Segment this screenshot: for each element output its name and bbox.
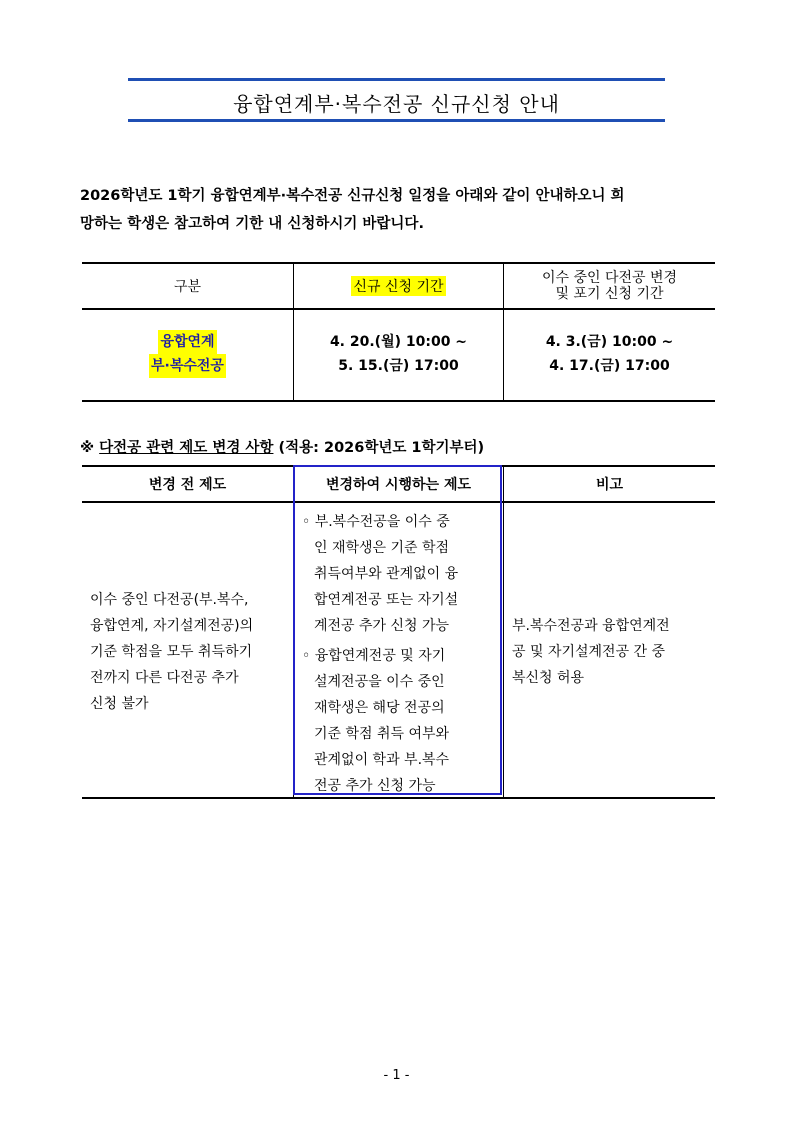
schedule-row-label bbox=[82, 310, 293, 398]
changes-heading-note: (적용: 2026학년도 1학기부터) bbox=[278, 440, 485, 456]
note-text bbox=[512, 613, 712, 691]
after-item2-line: 전공 추가 신청 가능 bbox=[314, 778, 436, 794]
header-before-text: 변경 전 제도 bbox=[148, 477, 227, 493]
header-category-text: 구분 bbox=[173, 279, 202, 295]
after-item1-line: 계전공 추가 신청 가능 bbox=[314, 618, 450, 634]
intro-line-1: 2026학년도 1학기 융합연계부·복수전공 신규신청 일정을 아래와 같이 안내하오니 희 bbox=[80, 188, 625, 204]
change-period-line-2: 4. 17.(금) 17:00 bbox=[549, 358, 670, 374]
schedule-header-change-period bbox=[504, 264, 715, 308]
after-item2-line: 관계없이 학과 부.복수 bbox=[314, 752, 450, 768]
before-line: 이수 중인 다전공(부.복수, bbox=[90, 592, 249, 608]
new-period-line-1: 4. 20.(월) 10:00 ~ bbox=[329, 334, 468, 350]
schedule-table bbox=[82, 262, 715, 402]
before-line: 기준 학점을 모두 취득하기 bbox=[90, 644, 253, 660]
title-bottom-rule bbox=[128, 119, 665, 122]
after-policy-text bbox=[302, 509, 498, 799]
schedule-new-period-value bbox=[294, 310, 503, 398]
schedule-header-category bbox=[82, 264, 293, 308]
after-item1-line: 인 재학생은 기준 학점 bbox=[314, 540, 450, 556]
row-label-line-2: 부·복수전공 bbox=[149, 354, 226, 378]
title-box bbox=[128, 78, 665, 123]
note-line: 복신청 허용 bbox=[512, 670, 585, 686]
intro-paragraph bbox=[80, 182, 720, 238]
changes-heading-text: 다전공 관련 제도 변경 사항 bbox=[99, 440, 274, 456]
before-line: 전까지 다른 다전공 추가 bbox=[90, 670, 239, 686]
after-item1-line: 취득여부와 관계없이 융 bbox=[314, 566, 459, 582]
after-item2-line: 설계전공을 이수 중인 bbox=[314, 674, 445, 690]
intro-line-2: 망하는 학생은 참고하여 기한 내 신청하시기 바랍니다. bbox=[80, 216, 424, 232]
reference-mark: ※ bbox=[80, 440, 95, 456]
schedule-change-period-value bbox=[504, 310, 715, 398]
after-item2-line: ◦ 융합연계전공 및 자기 bbox=[302, 648, 446, 664]
before-policy-text bbox=[90, 587, 290, 717]
after-item1-line: ◦ 부.복수전공을 이수 중 bbox=[302, 514, 450, 530]
changes-header-after bbox=[294, 467, 503, 501]
before-line: 융합연계, 자기설계전공)의 bbox=[90, 618, 254, 634]
after-item2-line: 기준 학점 취득 여부와 bbox=[314, 726, 450, 742]
schedule-header-new-period bbox=[294, 264, 503, 308]
change-period-line-1: 4. 3.(금) 10:00 ~ bbox=[545, 334, 674, 350]
changes-table bbox=[82, 465, 715, 799]
before-line: 신청 불가 bbox=[90, 696, 149, 712]
header-change-line-1: 이수 중인 다전공 변경 bbox=[541, 270, 678, 286]
changes-header-before bbox=[82, 467, 293, 501]
page-title: 융합연계부·복수전공 신규신청 안내 bbox=[233, 92, 560, 116]
header-note-text: 비고 bbox=[595, 477, 624, 493]
header-after-text: 변경하여 시행하는 제도 bbox=[326, 477, 471, 493]
changes-header-note bbox=[504, 467, 715, 501]
header-change-line-2: 및 포기 신청 기간 bbox=[555, 286, 664, 302]
page-number: - 1 - bbox=[383, 1068, 410, 1083]
after-item1-line: 합연계전공 또는 자기설 bbox=[314, 592, 459, 608]
changes-col-divider-2 bbox=[503, 467, 504, 797]
title-top-rule bbox=[128, 78, 665, 81]
new-period-line-2: 5. 15.(금) 17:00 bbox=[338, 358, 459, 374]
header-new-period-text: 신규 신청 기간 bbox=[351, 276, 445, 296]
note-line: 공 및 자기설계전공 간 중 bbox=[512, 644, 666, 660]
after-item2-line: 재학생은 해당 전공의 bbox=[314, 700, 445, 716]
note-line: 부.복수전공과 융합연계전 bbox=[512, 618, 670, 634]
changes-heading bbox=[80, 436, 484, 457]
row-label-line-1: 융합연계 bbox=[158, 330, 216, 354]
